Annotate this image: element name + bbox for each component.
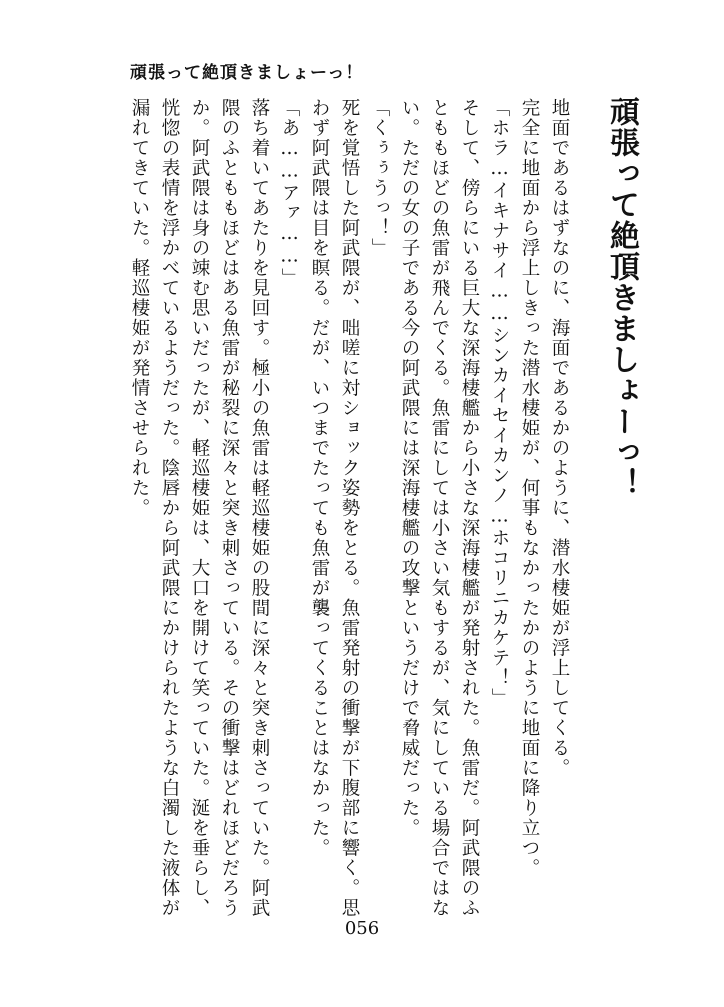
paragraph: 死を覚悟した阿武隈が、咄嗟に対ショック姿勢をとる。魚雷発射の衝撃が下腹部に響く。思わず阿武隈は目を瞑る。だが、いつまでたっても魚雷が襲ってくることはなかった。 xyxy=(309,98,360,918)
body-text xyxy=(94,98,574,918)
paragraph: 地面であるはずなのに、海面であるかのように、潜水棲姫が浮上してくる。 xyxy=(549,98,570,778)
paragraph: 落ち着いてあたりを見回す。極小の魚雷は軽巡棲姫の股間に深々と突き刺さっていた。阿武隈のふとももほどはある魚雷が秘裂に深々と突き刺さっている。その衝撃はどれほどだろうか。阿武隈は身の竦む思いだったが、軽巡棲姫は、大口を開けて笑っていた。涎を垂らし、恍惚の表情を浮かべているようだった。陰唇から阿武隈にかけられたような白濁した液体が漏れてきていた。軽巡棲姫が発情させられた。 xyxy=(129,98,270,918)
chapter-title: 頑張って絶頂きましょーっ！ xyxy=(604,96,639,499)
paragraph: 「あ……アァ……」 xyxy=(279,98,300,288)
page-number: 056 xyxy=(344,918,380,939)
paragraph: 「ホラ…イキナサイ……シンカイセイカンノ…ホコリニカケテ！」 xyxy=(489,98,510,708)
paragraph: 完全に地面から浮上しきった潜水棲姫が、何事もなかったかのように地面に降り立つ。 xyxy=(519,98,540,878)
paragraph: そして、傍らにいる巨大な深海棲艦から小さな深海棲艦が発射された。魚雷だ。阿武隈のふとももほどの魚雷が飛んでくる。魚雷にしては小さい気もするが、気にしている場合ではない。ただの女の子である今の阿武隈には深海棲艦の攻撃というだけで脅威だった。 xyxy=(399,98,480,918)
running-header: 頑張って絶頂きましょーっ！ xyxy=(130,63,364,83)
paragraph: 「くぅぅうっ！」 xyxy=(369,98,390,258)
